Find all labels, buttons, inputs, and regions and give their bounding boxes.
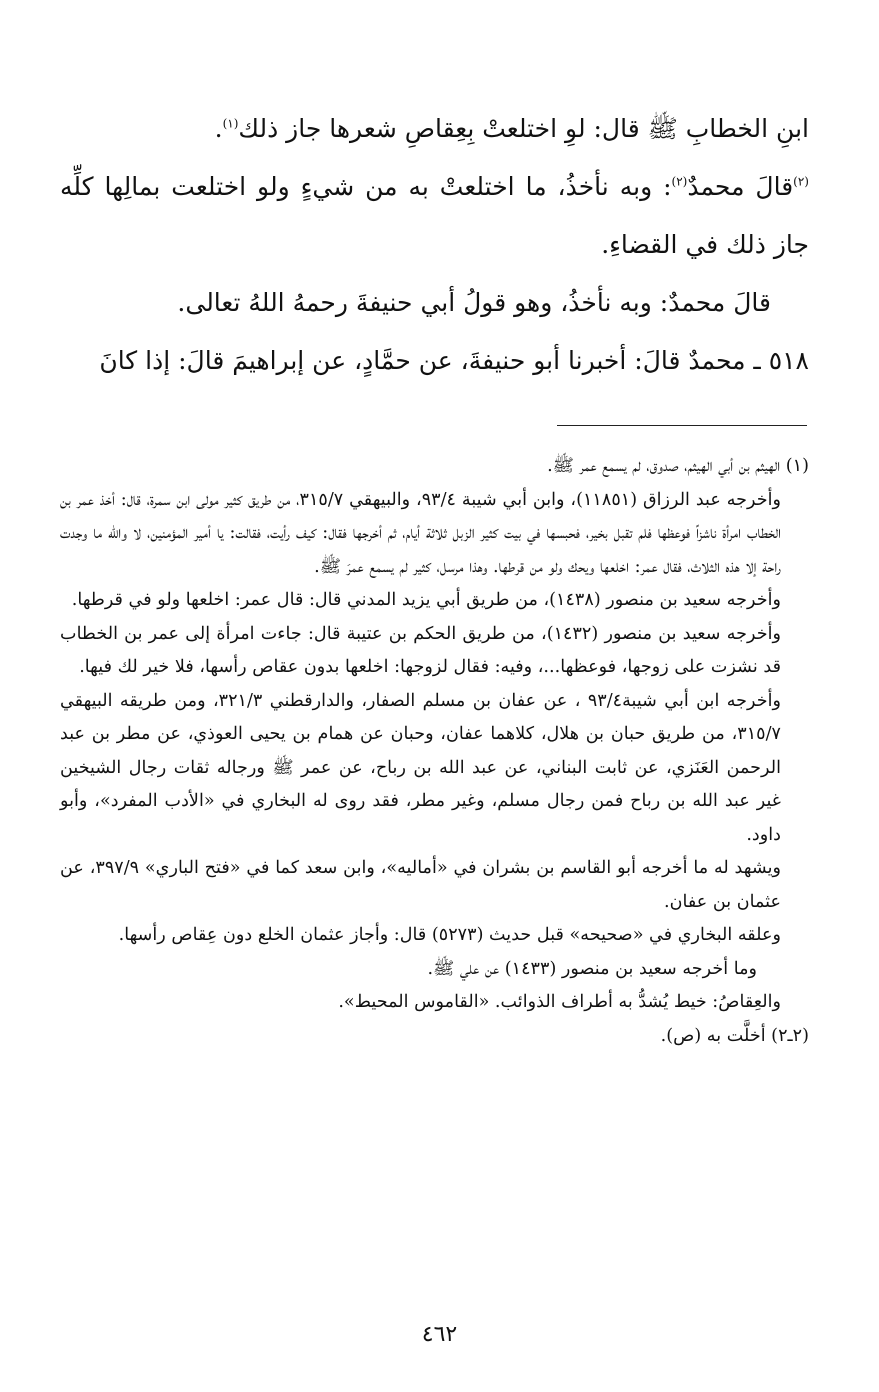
footnote-paragraph: وما أخرجه سعيد بن منصور (١٤٣٣) عن علي ﷺ. bbox=[427, 958, 757, 979]
footnote-paragraph: (١) الهيثم بن أبي الهيثم، صدوق، لم يسمع عمر ﷺ. bbox=[547, 456, 809, 476]
footnote-paragraph: والعِقاصُ: خيط يُشدُّ به أطراف الذوائب. «القاموس المحيط». bbox=[338, 992, 781, 1012]
footnote-paragraph: ويشهد له ما أخرجه أبو القاسم بن بشران في «أماليه»، وابن سعد كما في «فتح الباري» ٣٩٧/٩، عن عثمان بن عفان. bbox=[60, 858, 781, 912]
main-paragraph-3: قالَ محمدٌ: وبه نأخذُ، وهو قولُ أبي حنيفةَ رحمهُ اللهُ تعالى. bbox=[177, 288, 771, 317]
footnote-paragraph: وأخرجه سعيد بن منصور (١٤٣٢)، من طريق الحكم بن عتيبة قال: جاءت امرأة إلى عمر بن الخطاب قد نشزت على زوجها، فوعظها...، وفيه: فقال لزوجها: اخلعها بدون عقاص رأسها، فلا خير لك فيها. bbox=[60, 623, 781, 677]
footnote-paragraph: وأخرجه ابن أبي شيبة٩٣/٤ ، عن عفان بن مسلم الصفار، والدارقطني ٣٢١/٣، ومن طريقه البيهقي ٣١٥/٧، من طريق حبان بن هلال، كلاهما عفان، وحبان عن همام بن يحيى العوذي، عن مطر بن عبد الرحمن العَنَزي، عن ثابت البناني، عن عبد الله بن رباح، عن عمر ﷺ ورجاله ثقات رجال الشيخين غير عبد الله بن رباح فمن رجال مسلم، وغير مطر، فقد روى له البخاري في «الأدب المفرد»، وأبو داود. bbox=[60, 690, 781, 845]
footnote-separator bbox=[557, 425, 807, 426]
main-paragraph-1: ابنِ الخطابِ ﷺ قال: لوِ اختلعتْ بِعِقاصِ شعرها جاز ذلك$^{(١)}$. bbox=[214, 114, 809, 143]
main-paragraph-2-text: : وبه نأخذُ، ما اختلعتْ به من شيءٍ ولو اختلعت بمالِها كلِّه جاز ذلك في القضاءِ. bbox=[60, 172, 809, 259]
main-paragraph-2 bbox=[60, 158, 809, 274]
footnote-ref-2-end: (٢) bbox=[671, 174, 688, 189]
footnote-ref-2-start: (٢) bbox=[793, 174, 809, 189]
footnote-paragraph: وعلقه البخاري في «صحيحه» قبل حديث (٥٢٧٣) قال: وأجاز عثمان الخلع دون عِقاص رأسها. bbox=[118, 925, 781, 945]
main-paragraph-4: ٥١٨ ـ محمدٌ قالَ: أخبرنا أبو حنيفةَ، عن حمَّادٍ، عن إبراهيمَ قالَ: إذا كانَ bbox=[99, 346, 809, 375]
page-number: ٤٦٢ bbox=[421, 1322, 458, 1347]
main-paragraph-2-speaker: قالَ محمدٌ bbox=[687, 172, 794, 201]
footnote-ref-1: (١) bbox=[222, 116, 239, 131]
footnote-paragraph: (٢ـ٢) أخلَّت به (ص). bbox=[660, 1025, 809, 1046]
main-paragraph-1-text: ابنِ الخطابِ ﷺ قال: لوِ اختلعتْ بِعِقاصِ شعرها جاز ذلك bbox=[238, 114, 809, 143]
footnote-paragraph: وأخرجه سعيد بن منصور (١٤٣٨)، من طريق أبي يزيد المدني قال: قال عمر: اخلعها ولو في قرطها. bbox=[71, 590, 781, 610]
footnote-paragraph: وأخرجه عبد الرزاق (١١٨٥١)، وابن أبي شيبة ٩٣/٤، والبيهقي ٣١٥/٧، من طريق كثير مولى ابن سمرة، قال: أخذ عمر بن الخطاب امرأة ناشزاً فوعظها فلم تقبل بخير، فحبسها في بيت كثير الزبل ثلاثة أيام، ثم أخرجها فقال: كيف رأيت، فقالت: يا أمير المؤمنين، لا والله ما وجدت راحة إلا هذه الثلاث، فقال عمر: اخلعها ويحك ولو من قرطها. وهذا مرسل، كثير لم يسمع عمرَ ﷺ. bbox=[60, 489, 782, 577]
main-text bbox=[60, 100, 809, 390]
footnotes bbox=[60, 450, 809, 1053]
